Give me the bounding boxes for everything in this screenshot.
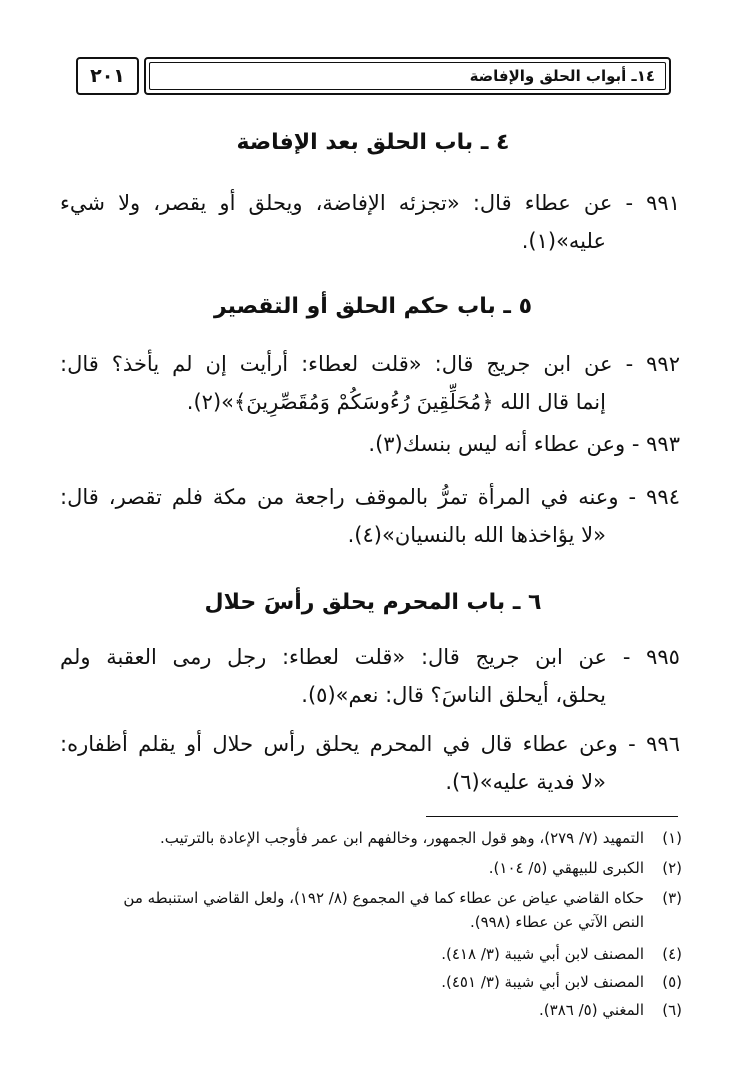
entry-first-line [60,638,680,676]
entry-first-line [60,425,680,463]
entry-text: عن ابن جريج قال: «قلت لعطاء: أرأيت إن لم يأخذ؟ قال: [60,352,613,376]
entry-991 [60,184,680,260]
footnote-text: المصنف لابن أبي شيبة (٣/ ٤١٨). [441,945,644,963]
entry-first-line [60,725,680,763]
page-number: ٢٠١ [76,57,139,95]
entry-text: وعنه في المرأة تمرُّ بالموقف راجعة من مكة فلم تقصر، قال: [60,485,619,509]
chapter-title: ١٤ـ أبواب الحلق والإفاضة [469,67,655,85]
entry-first-line [60,184,680,222]
entry-994 [60,478,680,554]
entry-number: ٩٩٣ - [631,432,680,456]
entry-993 [60,425,680,463]
section-heading: ٥ ـ باب حكم الحلق أو التقصير [213,294,533,319]
footnote-2 [90,856,682,880]
footnote-text: المصنف لابن أبي شيبة (٣/ ٤٥١). [441,973,644,991]
entry-996 [60,725,680,801]
footnote-1 [90,826,682,850]
section-heading: ٤ ـ باب الحلق بعد الإفاضة [236,130,510,155]
entry-continuation: «لا فدية عليه»(٦). [445,770,606,794]
entry-number: ٩٩٦ - [628,732,680,756]
footnote-4 [90,942,682,966]
entry-text: وعن عطاء أنه ليس بنسك(٣). [368,432,626,456]
entry-first-line [60,478,680,516]
footnote-text: الكبرى للبيهقي (٥/ ١٠٤). [488,859,644,877]
entry-continuation: «لا يؤاخذها الله بالنسيان»(٤). [347,523,606,547]
footnote-number: (٥) [662,973,682,991]
footnote-divider [426,816,678,817]
entry-text: وعن عطاء قال في المحرم يحلق رأس حلال أو يقلم أظفاره: [60,732,618,756]
footnote-number: (٦) [662,1001,682,1019]
footnote-text: حكاه القاضي عياض عن عطاء كما في المجموع (٨/ ١٩٢)، ولعل القاضي استنبطه من [123,889,644,907]
entry-number: ٩٩١ - [625,191,680,215]
footnote-number: (١) [662,829,682,847]
footnote-5 [90,970,682,994]
section-heading: ٦ ـ باب المحرم يحلق رأسَ حلال [204,590,542,615]
footnote-6 [90,998,682,1022]
footnote-continuation: النص الآتي عن عطاء (٩٩٨). [469,913,644,931]
footnote-text: التمهيد (٧/ ٢٧٩)، وهو قول الجمهور، وخالفهم ابن عمر فأوجب الإعادة بالترتيب. [160,829,644,847]
entry-995 [60,638,680,714]
footnote-text: المغني (٥/ ٣٨٦). [539,1001,644,1019]
entry-number: ٩٩٢ - [625,352,680,376]
entry-text: عن ابن جريج قال: «قلت لعطاء: رجل رمى العقبة ولم [60,645,608,669]
entry-number: ٩٩٤ - [628,485,680,509]
entry-continuation: يحلق، أيحلق الناسَ؟ قال: نعم»(٥). [301,683,606,707]
entry-992 [60,345,680,421]
entry-continuation: إنما قال الله ﴿مُحَلِّقِينَ رُءُوسَكُمْ وَمُقَصِّرِينَ﴾»(٢). [186,390,606,414]
entry-text: عن عطاء قال: «تجزئه الإفاضة، ويحلق أو يقصر، ولا شيء [60,191,613,215]
footnote-number: (٣) [662,889,682,907]
footnote-number: (٤) [662,945,682,963]
entry-first-line [60,345,680,383]
footnote-3 [90,886,682,934]
entry-continuation: عليه»(١). [521,229,606,253]
running-header [144,57,671,95]
footnote-number: (٢) [662,859,682,877]
entry-number: ٩٩٥ - [622,645,680,669]
